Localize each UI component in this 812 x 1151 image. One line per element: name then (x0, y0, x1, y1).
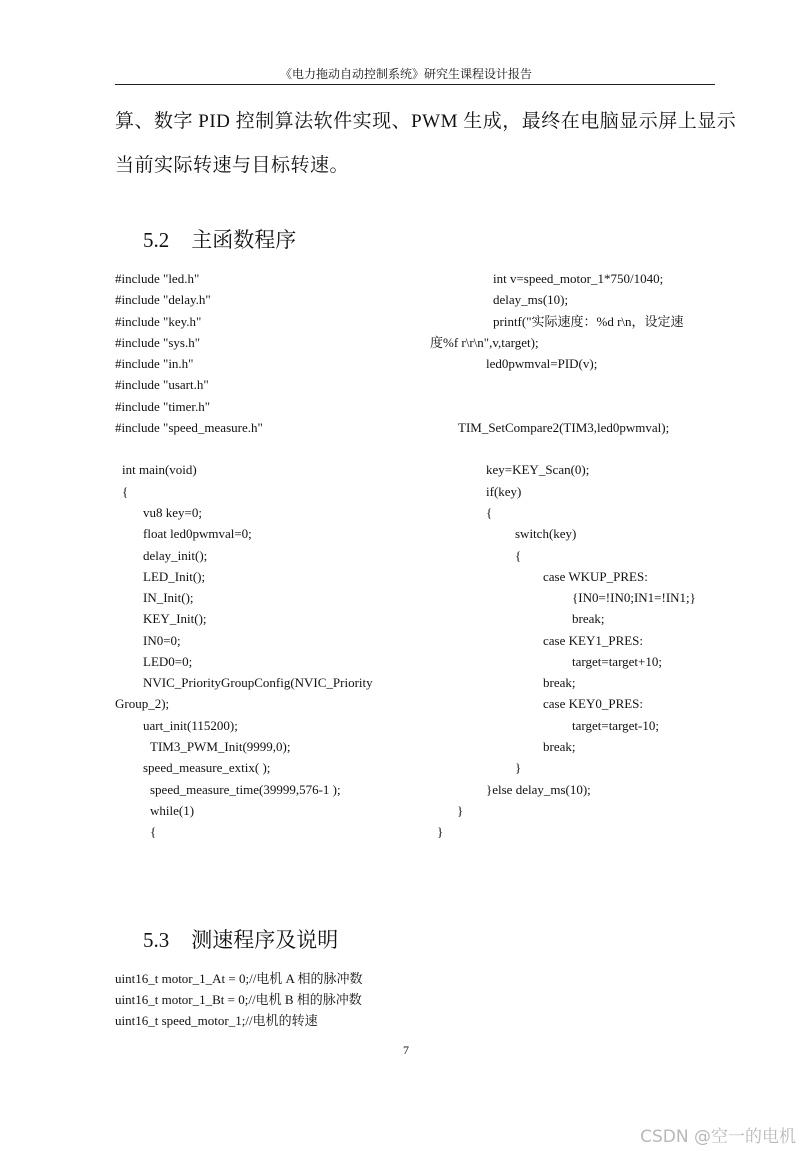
code-line: } (457, 803, 464, 818)
code-line: uint16_t motor_1_Bt = 0;//电机 B 相的脉冲数 (115, 992, 362, 1007)
code-line: #include "led.h" (115, 271, 200, 286)
header-rule (115, 84, 715, 85)
section-heading-5-2 (143, 224, 296, 254)
code-line: target=target+10; (572, 654, 662, 669)
section-number: 5.2 (143, 228, 170, 252)
code-line: break; (543, 675, 576, 690)
code-line: uint16_t speed_motor_1;//电机的转速 (115, 1013, 318, 1028)
code-line: { (486, 505, 493, 520)
code-line: #include "timer.h" (115, 399, 211, 414)
code-line: vu8 key=0; (143, 505, 202, 520)
code-line: break; (572, 611, 605, 626)
section-title: 测速程序及说明 (191, 928, 339, 952)
code-line: switch(key) (515, 526, 577, 541)
code-line: {IN0=!IN0;IN1=!IN1;} (572, 590, 696, 605)
code-line: IN0=0; (143, 633, 181, 648)
code-line: }else delay_ms(10); (486, 782, 591, 797)
section-title: 主函数程序 (191, 228, 297, 252)
code-line: { (122, 484, 129, 499)
code-line: NVIC_PriorityGroupConfig(NVIC_Priority (143, 675, 373, 690)
running-header: 《电力拖动自动控制系统》研究生课程设计报告 (279, 67, 532, 81)
code-line: float led0pwmval=0; (143, 526, 252, 541)
section-number: 5.3 (143, 928, 170, 952)
code-line: Group_2); (115, 696, 170, 711)
code-line: delay_init(); (143, 548, 208, 563)
code-line: target=target-10; (572, 718, 659, 733)
code-line: { (515, 548, 522, 563)
code-line: printf("实际速度：%d r\n，设定速 (493, 314, 684, 329)
code-line: { (150, 824, 157, 839)
paragraph-line: 算、数字 PID 控制算法软件实现、PWM 生成，最终在电脑显示屏上显示 (115, 111, 737, 132)
code-line: TIM3_PWM_Init(9999,0); (150, 739, 291, 754)
code-line: delay_ms(10); (493, 292, 569, 307)
section-heading-5-3 (143, 924, 338, 954)
code-line: LED_Init(); (143, 569, 206, 584)
code-line: case WKUP_PRES: (543, 569, 648, 584)
code-line: #include "in.h" (115, 356, 194, 371)
code-line: led0pwmval=PID(v); (486, 356, 598, 371)
code-line: #include "delay.h" (115, 292, 211, 307)
code-line: break; (543, 739, 576, 754)
code-line: speed_measure_extix( ); (143, 760, 271, 775)
code-line: KEY_Init(); (143, 611, 207, 626)
code-line: #include "key.h" (115, 314, 202, 329)
paragraph-line: 当前实际转速与目标转速。 (115, 155, 350, 176)
code-line: IN_Init(); (143, 590, 194, 605)
code-line: 度%f r\r\n",v,target); (430, 335, 539, 350)
code-line: TIM_SetCompare2(TIM3,led0pwmval); (458, 420, 670, 435)
code-line: int main(void) (122, 462, 197, 477)
code-line: #include "speed_measure.h" (115, 420, 263, 435)
code-line: uart_init(115200); (143, 718, 238, 733)
code-line: LED0=0; (143, 654, 193, 669)
code-line: case KEY1_PRES: (543, 633, 644, 648)
code-line: } (515, 760, 522, 775)
watermark: CSDN @空一的电机 (640, 1127, 796, 1147)
code-line: #include "sys.h" (115, 335, 200, 350)
code-line: uint16_t motor_1_At = 0;//电机 A 相的脉冲数 (115, 971, 363, 986)
code-line: } (437, 824, 444, 839)
code-line: if(key) (486, 484, 522, 499)
page-number: 7 (403, 1043, 409, 1057)
code-line: int v=speed_motor_1*750/1040; (493, 271, 664, 286)
code-line: speed_measure_time(39999,576-1 ); (150, 782, 341, 797)
code-line: #include "usart.h" (115, 377, 209, 392)
code-line: while(1) (150, 803, 195, 818)
code-line: case KEY0_PRES: (543, 696, 644, 711)
code-line: key=KEY_Scan(0); (486, 462, 590, 477)
